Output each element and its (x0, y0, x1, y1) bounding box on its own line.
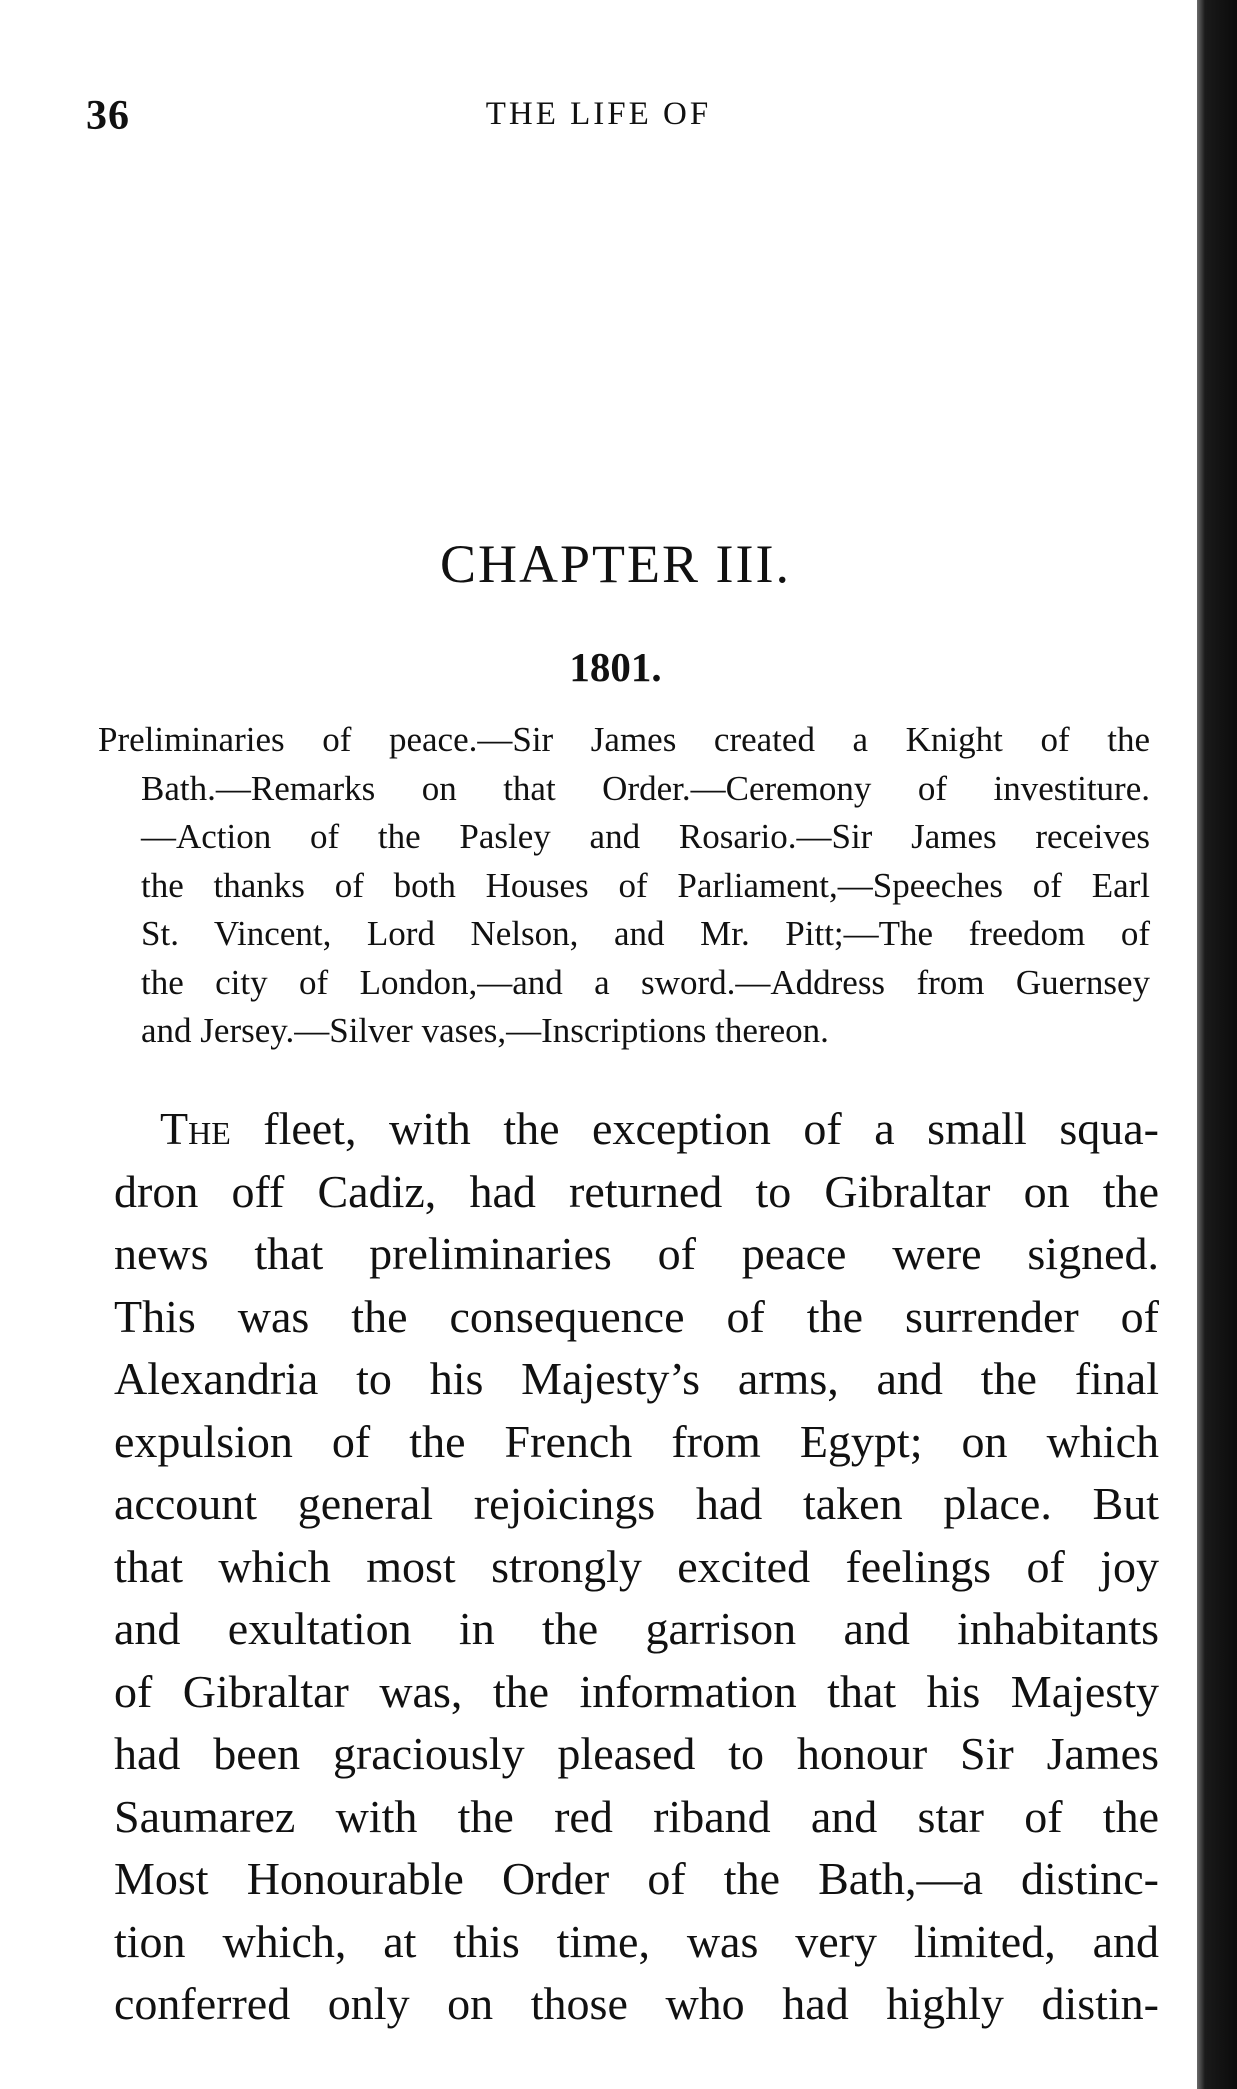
body-line: Alexandria to his Majesty’s arms, and the final (114, 1353, 1159, 1404)
body-line: that which most strongly excited feelings of joy (114, 1540, 1159, 1592)
page-binding-edge (1197, 0, 1237, 2089)
body-line: and exultation in the garrison and inhabitants (114, 1603, 1159, 1654)
body-line: conferred only on those who had highly distin- (114, 1978, 1159, 2029)
summary-line: Bath.—Remarks on that Order.—Ceremony of investiture. (141, 768, 1150, 808)
chapter-year: 1801. (569, 644, 662, 690)
summary-line: —Action of the Pasley and Rosario.—Sir James receives (141, 817, 1150, 856)
body-line: of Gibraltar was, the information that his Majesty (114, 1665, 1159, 1717)
page-number: 36 (86, 93, 130, 139)
first-line-text: fleet, with the exception of a small squa- (230, 1103, 1159, 1154)
opening-word: The (160, 1103, 231, 1154)
running-head: THE LIFE OF (485, 96, 712, 132)
body-line: news that preliminaries of peace were signed. (114, 1228, 1159, 1279)
chapter-title: CHAPTER III. (440, 534, 791, 594)
summary-line: St. Vincent, Lord Nelson, and Mr. Pitt;—The freedom of (141, 914, 1150, 953)
summary-line: and Jersey.—Silver vases,—Inscriptions thereon. (141, 1011, 829, 1050)
body-line: tion which, at this time, was very limited, and (114, 1915, 1159, 1967)
body-line: dron off Cadiz, had returned to Gibraltar on the (114, 1165, 1159, 1217)
body-line: Most Honourable Order of the Bath,—a distinc- (114, 1853, 1159, 1904)
summary-line: the thanks of both Houses of Parliament,—Speeches of Earl (141, 865, 1150, 905)
body-line: Saumarez with the red riband and star of the (114, 1790, 1159, 1842)
chapter-summary (98, 716, 1150, 1056)
body-line: This was the consequence of the surrender of (114, 1290, 1159, 1342)
body-line: account general rejoicings had taken place. But (114, 1478, 1159, 1529)
body-paragraph (114, 1098, 1159, 2036)
body-line: expulsion of the French from Egypt; on which (114, 1415, 1159, 1467)
body-line: had been graciously pleased to honour Sir James (114, 1728, 1159, 1779)
summary-line: Preliminaries of peace.—Sir James created a Knight of the (98, 720, 1150, 759)
summary-line: the city of London,—and a sword.—Address from Guernsey (141, 962, 1150, 1002)
body-line (114, 1098, 1159, 1161)
